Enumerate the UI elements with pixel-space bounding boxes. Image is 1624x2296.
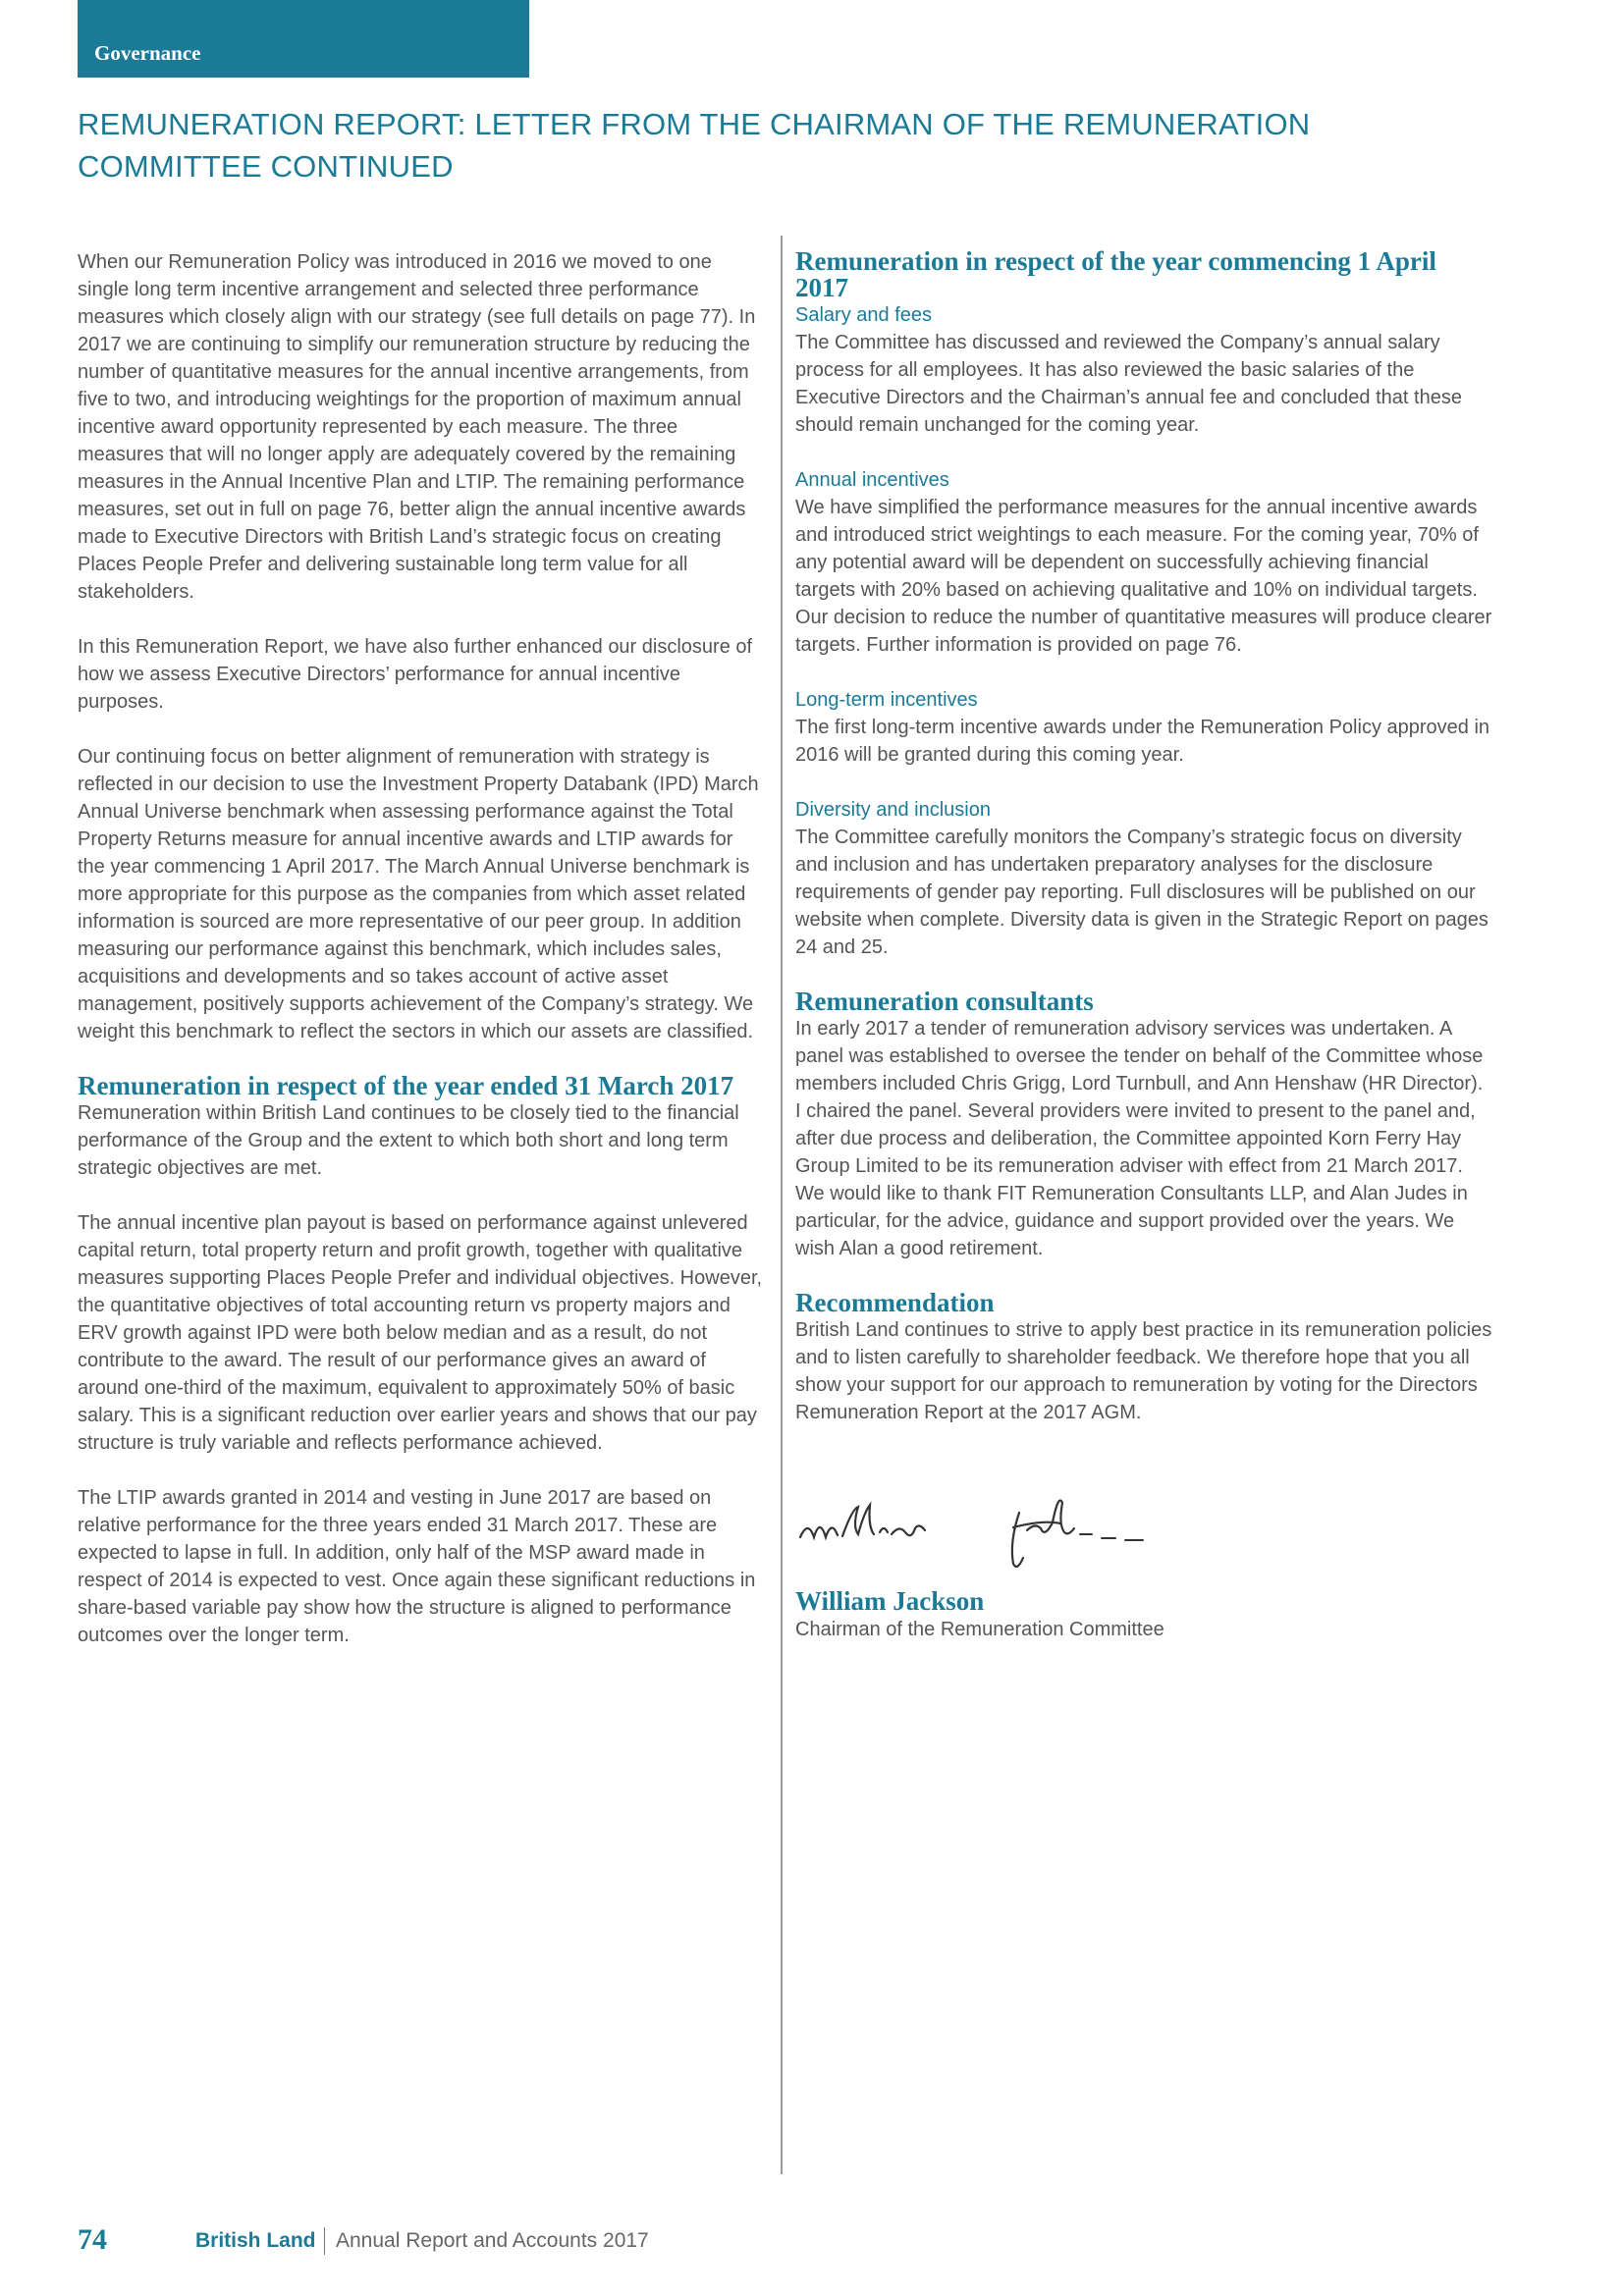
heading-year-commencing: Remuneration in respect of the year commencing 1 April 2017 — [795, 246, 1436, 302]
footer-separator — [324, 2227, 325, 2255]
paragraph-salary: The Committee has discussed and reviewed the Company’s annual salary process for all employees. It has also reviewed the basic salaries of the Executive Directors and the Chairman’s annual fee and concluded that these should remain unchanged for the coming year. — [795, 332, 1462, 436]
heading-recommendation: Recommendation — [795, 1288, 995, 1317]
right-column — [795, 248, 1492, 1643]
subheading-long-term-incentives: Long-term incentives — [795, 689, 978, 711]
paragraph-disclosure: In this Remuneration Report, we have also further enhanced our disclosure of how we assess Executive Directors’ performance for annual incentive purposes. — [78, 636, 753, 713]
signatory-role: Chairman of the Remuneration Committee — [795, 1619, 1164, 1640]
paragraph-financial-performance: Remuneration within British Land continues to be closely tied to the financial performance of the Group and the extent to which both short and long term strategic objectives are met. — [78, 1102, 739, 1179]
section-tab — [78, 0, 529, 78]
subheading-diversity: Diversity and inclusion — [795, 799, 991, 821]
paragraph-recommendation: British Land continues to strive to apply best practice in its remuneration policies and to listen carefully to shareholder feedback. We therefore hope that you all show your support for our approach to remuneration by voting for the Directors Remuneration Report at the 2017 AGM. — [795, 1319, 1492, 1423]
paragraph-ipd-benchmark: Our continuing focus on better alignment of remuneration with strategy is reflected in our decision to use the Investment Property Databank (IPD) March Annual Universe benchmark when assessing performance against the Total Property Returns measure for annual incentive awards and LTIP awards for the year commencing 1 April 2017. The March Annual Universe benchmark is more appropriate for this purpose as the companies from which asset related information is sourced are more representative of our peer group. In addition measuring our performance against this benchmark, which includes sales, acquisitions and developments and so takes account of active asset management, positively supports achievement of the Company’s strategy. We weight this benchmark to reflect the sectors in which our assets are classified. — [78, 746, 759, 1042]
signatory-name: William Jackson — [795, 1586, 985, 1616]
heading-consultants: Remuneration consultants — [795, 987, 1094, 1016]
brand-name: British Land — [195, 2229, 316, 2252]
footer — [78, 2223, 863, 2263]
page-number: 74 — [78, 2223, 107, 2256]
paragraph-annual-incentive-payout: The annual incentive plan payout is based on performance against unlevered capital return, total property return and profit growth, together with qualitative measures supporting Places People Prefer and individual objectives. However, the quantitative objectives of total accounting return vs property majors and ERV growth against IPD were both below median and as a result, do not contribute to the award. The result of our performance gives an award of around one-third of the maximum, equivalent to approximately 50% of basic salary. This is a significant reduction over earlier years and shows that our pay structure is truly variable and reflects performance achieved. — [78, 1212, 763, 1454]
paragraph-ltip-awards: The LTIP awards granted in 2014 and vesting in June 2017 are based on relative performance for the three years ended 31 March 2017. These are expected to lapse in full. In addition, only half of the MSP award made in respect of 2014 is expected to vest. Once again these significant reductions in share-based variable pay show how the structure is aligned to performance outcomes over the longer term. — [78, 1487, 756, 1646]
subheading-annual-incentives: Annual incentives — [795, 469, 949, 491]
left-column — [78, 248, 765, 1677]
paragraph-long-term-incentives: The first long-term incentive awards under the Remuneration Policy approved in 2016 will be granted during this coming year. — [795, 717, 1490, 766]
report-name: Annual Report and Accounts 2017 — [336, 2229, 649, 2252]
signature-image — [795, 1483, 1227, 1572]
heading-year-ended: Remuneration in respect of the year ended 31 March 2017 — [78, 1071, 734, 1100]
page-title: REMUNERATION REPORT: LETTER FROM THE CHAIRMAN OF THE REMUNERATION COMMITTEE CONTINUED — [78, 107, 1311, 184]
section-label: Governance — [94, 41, 201, 65]
paragraph-consultants: In early 2017 a tender of remuneration advisory services was undertaken. A panel was established to oversee the tender on behalf of the Committee whose members included Chris Grigg, Lord Turnbull, and Ann Henshaw (HR Director). I chaired the panel. Several providers were invited to present to the panel and, after due process and deliberation, the Committee appointed Korn Ferry Hay Group Limited to be its remuneration adviser with effect from 21 March 2017. We would like to thank FIT Remuneration Consultants LLP, and Alan Judes in particular, for the advice, guidance and support provided over the years. We wish Alan a good retirement. — [795, 1018, 1484, 1259]
subheading-salary: Salary and fees — [795, 304, 932, 326]
paragraph-policy-intro: When our Remuneration Policy was introduced in 2016 we moved to one single long term incentive arrangement and selected three performance measures which closely align with our strategy (see full details on page 77). In 2017 we are continuing to simplify our remuneration structure by reducing the number of quantitative measures for the annual incentive arrangements, from five to two, and introducing weightings for the proportion of maximum annual incentive award opportunity represented by each measure. The three measures that will no longer apply are adequately covered by the remaining measures in the Annual Incentive Plan and LTIP. The remaining performance measures, set out in full on page 76, better align the annual incentive awards made to Executive Directors with British Land’s strategic focus on creating Places People Prefer and delivering sustainable long term value for all stakeholders. — [78, 251, 756, 603]
column-divider — [781, 236, 783, 2174]
paragraph-diversity: The Committee carefully monitors the Company’s strategic focus on diversity and inclusion and has undertaken preparatory analyses for the disclosure requirements of gender pay reporting. Full disclosures will be published on our website when complete. Diversity data is given in the Strategic Report on pages 24 and 25. — [795, 827, 1489, 958]
paragraph-annual-incentives: We have simplified the performance measures for the annual incentive awards and introduced strict weightings to each measure. For the coming year, 70% of any potential award will be dependent on successfully achieving financial targets with 20% based on achieving qualitative and 10% on individual targets. Our decision to reduce the number of quantitative measures will produce clearer targets. Further information is provided on page 76. — [795, 497, 1492, 656]
